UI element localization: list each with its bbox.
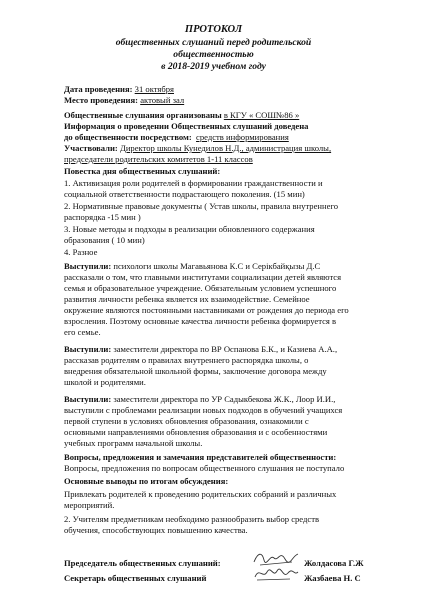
date-value: 31 октября (134, 84, 174, 94)
agenda-line: 2. Нормативные правовые документы ( Устав школы, правила внутреннего (64, 201, 339, 211)
document-title: ПРОТОКОЛ (184, 24, 243, 35)
speaker-3-line: учебных программ начальной школы. (64, 438, 203, 448)
agenda-line: образования ( 10 мин) (64, 235, 145, 245)
secretary-label: Секретарь общественных слушаний (64, 573, 207, 583)
speaker-1-line: его семье. (64, 327, 101, 337)
place-value: актовый зал (140, 95, 185, 105)
speaker-2-line: рассказав родителям о правилах внутреннего распорядка школы, о (64, 355, 309, 365)
speaker-label: Выступили: (64, 394, 112, 404)
conclusion-line: Привлекать родителей к проведению родительских собраний и различных (64, 489, 337, 499)
organizer-label: Общественные слушания организованы (64, 110, 222, 120)
agenda-line: 4. Разное (64, 247, 98, 257)
speaker-1-line: семья и образовательное учреждение. Обязательным условием успешного (64, 283, 337, 293)
speaker-1-first-line (64, 261, 320, 272)
agenda-line: 1. Активизация роли родителей в формировании гражданственности и (64, 178, 323, 188)
conclusion-line: обучения, способствующих повышению качества. (64, 525, 248, 535)
speaker-label: Выступили: (64, 344, 112, 354)
secretary-signature-icon (252, 564, 300, 584)
participants-value-1: Директор школы Кунедилов Н.Д., администрация школы, (119, 143, 332, 153)
info-line-2 (64, 132, 289, 143)
place-label: Место проведения (64, 95, 136, 105)
document-subtitle-line-3: в 2018-2019 учебном году (161, 61, 266, 72)
organizer-row (64, 110, 299, 121)
speaker-2-line: внедрения обязательной школьной формы, заключение договора между (64, 366, 327, 376)
info-means-value: средств информирования (196, 132, 289, 142)
participants-value-2: председатели родительских комитетов 1-11 классов (64, 154, 253, 164)
speaker-text: заместители директора по ВР Оспанова Б.К., и Казиева А.А., (111, 344, 338, 354)
questions-heading: Вопросы, предложения и замечания представителей общественности: (64, 452, 337, 462)
conclusions-heading: Основные выводы по итогам обсуждения: (64, 476, 229, 486)
agenda-line: 3. Новые методы и подходы в реализации обновленного содержания (64, 224, 315, 234)
agenda-line: социальной ответственности подрастающего поколения. (15 мин) (64, 189, 305, 199)
speaker-1-line: окружение являются постоянными наставниками от рождения до периода его (64, 305, 349, 315)
speaker-label: Выступили: (64, 261, 112, 271)
speaker-1-line: развития личности ребенка является их взаимодействие. Семейное (64, 294, 310, 304)
speaker-2-first-line (64, 344, 337, 355)
speaker-text: заместители директора по УР Садыкбекова Ж.К., Лоор И.И., (111, 394, 336, 404)
organizer-value: в КГУ « СОШ№86 » (223, 110, 300, 120)
participants-label: Участвовали: (64, 143, 118, 153)
speaker-3-line: выступили с проблемами реализации новых подходов в обучений учащихся (64, 405, 343, 415)
speaker-3-first-line (64, 394, 335, 405)
speaker-1-line: рассказали о том, что главными институтами социализации детей являются (64, 272, 342, 282)
chair-label: Председатель общественных слушаний: (64, 558, 221, 568)
document-subtitle-line-2: общественностью (173, 49, 254, 60)
speaker-1-line: взросления. Поэтому основные качества личности ребенка формируется в (64, 316, 337, 326)
conclusion-line: 2. Учителям предметникам необходимо разнообразить выбор средств (64, 514, 320, 524)
info-line-1: Информация о проведении Общественных слушаний доведена (64, 121, 309, 131)
info-means-label: до общественности посредством: (64, 132, 192, 142)
secretary-name: Жазбаева Н. С (304, 573, 361, 583)
speaker-3-line: основными направлениями обновления образования и с особенностями (64, 427, 328, 437)
chair-name: Жолдасова Г.Ж (304, 558, 364, 568)
date-row: Дата проведения: 31 октября (64, 84, 174, 94)
questions-text: Вопросы, предложения по вопросам общественного слушания не поступало (64, 463, 345, 473)
speaker-3-line: первой ступени в условиях обновления образования, ознакомили с (64, 416, 309, 426)
participants-row (64, 143, 331, 154)
agenda-line: распорядка -15 мин ) (64, 212, 141, 222)
agenda-heading: Повестка дня общественных слушаний: (64, 166, 221, 176)
speaker-text: психологи школы Магавьянова К.С и Серікбайқызы Д.С (111, 261, 321, 271)
conclusion-line: мероприятий. (64, 500, 115, 510)
speaker-2-line: школой и родителями. (64, 377, 146, 387)
document-subtitle-line-1: общественных слушаний перед родительской (115, 37, 312, 48)
date-label: Дата проведения (64, 84, 130, 94)
place-row: Место проведения: актовый зал (64, 95, 185, 105)
